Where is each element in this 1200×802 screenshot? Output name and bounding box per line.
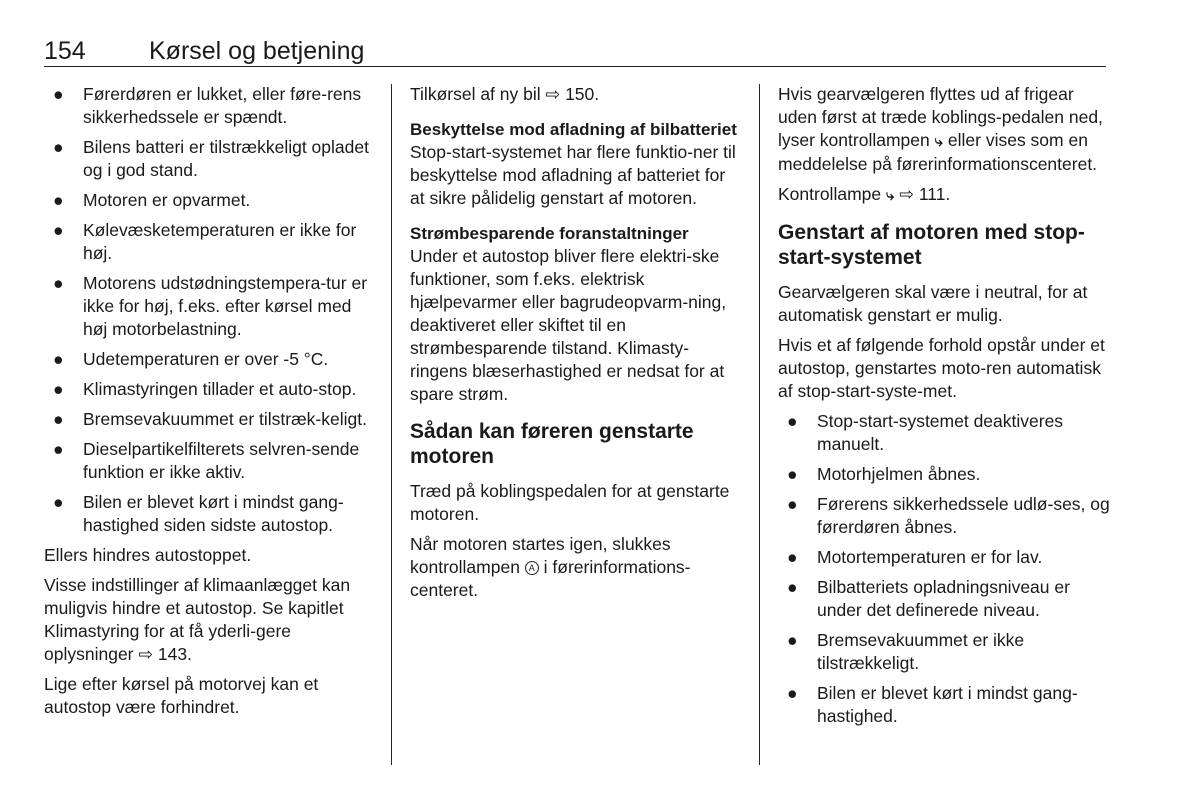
autostop-lamp-icon: A [525,561,539,575]
list-item: ● Bremsevakuummet er tilstræk-keligt. [53,409,367,429]
list-item: ● Bilens batteri er tilstrækkeligt opladet og i god stand. [53,137,369,180]
page-ref-arrow-icon: ⇨ [899,184,914,204]
list-item: ● Bilen er blevet kørt i mindst gang-hastighed. [787,683,1078,726]
paragraph-strombesparende: Under et autostop bliver flere elektri-ske funktioner, som f.eks. elektrisk hjælpevarmer eller bagrudeopvarm-ning, deaktiveret eller skiftet til en strømbesparende tilstand. Klimasty-ringens blæserhastighed er nedsat for at spare strøm. [410,246,727,404]
subheading-beskyttelse: Beskyttelse mod afladning af bilbatteriet [410,120,737,139]
paragraph-gearvaelger: Gearvælgeren skal være i neutral, for at automatisk genstart er mulig. [778,282,1088,325]
page-ref-111[interactable]: 111. [918,184,951,204]
page-number: 154 [44,37,86,65]
page-ref-arrow-icon: ⇨ [138,644,154,664]
paragraph-visse: Visse indstillinger af klimaanlægget kan muligvis hindre et autostop. Se kapitlet Klimastyring for at få yderli-gere oplysninger ⇨ 143. [44,575,351,664]
page-ref-143[interactable]: 143. [157,644,192,664]
paragraph-beskyttelse: Stop-start-systemet har flere funktio-ner til beskyttelse mod afladning af batteriet for at sikre pålidelig genstart af motoren. [410,142,736,208]
page-header [44,35,1106,67]
list-item: ● Motoren er opvarmet. [53,190,251,210]
restart-conditions-list [778,410,1113,728]
autostop-conditions-list [44,83,374,537]
paragraph-lige: Lige efter kørsel på motorvej kan et autostop være forhindret. [44,674,319,717]
subheading-strombesparende: Strømbesparende foranstaltninger [410,224,689,243]
list-item: ● Stop-start-systemet deaktiveres manuelt. [787,411,1064,454]
paragraph-kontrollampe: Kontrollampe ⤷ ⇨ 111. [778,184,951,204]
list-item: ● Bilbatteriets opladningsniveau er under det definerede niveau. [787,577,1070,620]
paragraph-hvis-gear: Hvis gearvælgeren flyttes ud af frigear uden først at træde koblings-pedalen ned, lyser kontrollampen ⤷ eller vises som en meddelelse på førerinformationscenteret. [778,84,1103,174]
paragraph-traed: Træd på koblingspedalen for at genstarte motoren. [410,481,730,524]
paragraph-ellers: Ellers hindres autostoppet. [44,545,252,565]
list-item: ● Motortemperaturen er for lav. [787,547,1043,567]
list-item: ● Førerdøren er lukket, eller føre-rens sikkerhedssele er spændt. [53,84,362,127]
column-divider-1 [391,84,392,765]
section-heading-genstart: Genstart af motoren med stop-start-systemet [778,221,1085,269]
column-3 [778,83,1113,735]
paragraph-hvis-et: Hvis et af følgende forhold opstår under et autostop, genstartes moto-ren automatisk af stop-start-syste-met. [778,335,1105,401]
column-divider-2 [759,84,760,765]
paragraph-tilkorsel: Tilkørsel af ny bil ⇨ 150. [410,84,600,104]
list-item: ● Motorens udstødningstempera-tur er ikke for høj, f.eks. efter kørsel med høj motorbelastning. [53,273,368,339]
list-item: ● Motorhjelmen åbnes. [787,464,981,484]
list-item: ● Bilen er blevet kørt i mindst gang-hastighed siden sidste autostop. [53,492,344,535]
header-rule [44,66,1106,67]
page-ref-150[interactable]: 150. [565,84,600,104]
list-item: ● Førerens sikkerhedssele udlø-ses, og førerdøren åbnes. [787,494,1110,537]
page-ref-arrow-icon: ⇨ [545,84,561,104]
control-lamp-icon: ⤷ [886,187,895,204]
chapter-title: Kørsel og betjening [149,37,365,65]
section-heading-sadan: Sådan kan føreren genstarte motoren [410,420,694,468]
list-item: ● Klimastyringen tillader et auto-stop. [53,379,357,399]
list-item: ● Dieselpartikelfilterets selvren-sende funktion er ikke aktiv. [53,439,360,482]
control-lamp-icon: ⤷ [934,133,944,150]
list-item: ● Kølevæsketemperaturen er ikke for høj. [53,220,357,263]
column-2 [410,83,740,609]
list-item: ● Bremsevakuummet er ikke tilstrækkeligt. [787,630,1025,673]
column-1 [44,83,374,726]
list-item: ● Udetemperaturen er over -5 °C. [53,349,329,369]
paragraph-naar: Når motoren startes igen, slukkes kontrollampen A i førerinformations-centeret. [410,534,691,600]
